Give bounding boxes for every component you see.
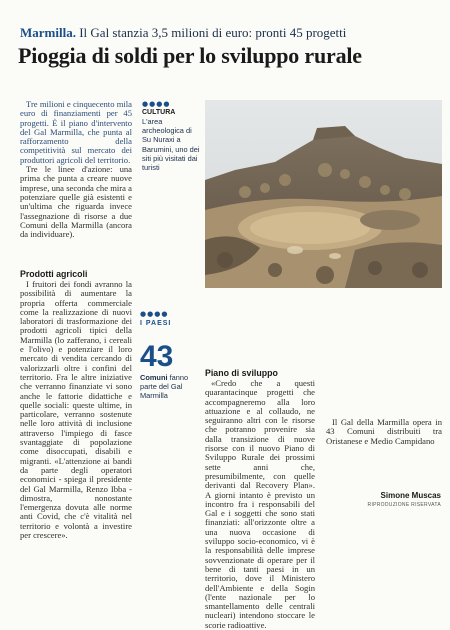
article-paragraph-4-start: «Credo che a questi quarantacinque progetti che accompagneremo alla loro attuazione e al collaudo, ne seguiranno altri con le risorse che potranno provenire sia dalla transizione di nuove risorse con il nuovo Piano di Sviluppo Rurale dei prossimi sette anni che, presumibilmente, con quelle derivanti dal Recovery Plan». A giorni intanto è previsto un incontro fra i responsabili del Gal e i soggetti che sono stati finanziati: all'orizzonte oltre a una nuova occasione di sviluppo socio-economico, vi è la responsabilità delle imprese sovvenzionate di operare per il bene di tanti paesi in un territorio, dove il Ministero dell'Ambiente e della Sogin (l'ente nazionale per lo smantellamento delle centrali nucleari) intendono stoccare le scorie radioattive. [205,378,315,630]
copyright-notice: RIPRODUZIONE RISERVATA [367,502,441,508]
photo-caption [142,100,202,172]
sidebar-dots: ●●●● [140,310,169,318]
sidebar-number: 43 [140,340,174,373]
sidebar-text-bold: Comuni [140,373,168,382]
column-1-bottom [20,269,132,541]
article-paragraph-3: I fruitori dei fondi avranno la possibilità di aumentare la propria offerta commerciale come la realizzazione di nuovi laboratori di trasformazione dei prodotti agricoli tipici della Marmilla (lo zafferano, i cereali e l'olivo) e potenziare il loro mercato di vendita cercando di valorizzarli oltre i confini del territorio. Fra le altre iniziative che verranno finanziate vi sono anche le fattorie didattiche e quelle sociali: queste ultime, in particolare, verranno sostenute nelle loro attività di inclusione attraverso l'impiego di fasce svantaggiate di popolazione come disoccupati, disabili e migranti. «L'attenzione ai bandi da parte degli operatori economici - spiega il presidente del Gal Marmilla, Renzo Ibba - dimostra, nonostante l'emergenza dovuta alle norme anti Covid, che c'è vitalità nel territorio e volontà a investire per crescere». [20,279,132,541]
column-4 [326,298,442,446]
sidebar-box [140,310,200,400]
article-kicker [20,25,440,40]
nuraghe-photo [205,100,442,288]
article-paragraph-2: Tre le linee d'azione: una prima che punta a creare nuove imprese, una seconda che mira a potenziare quelle già esistenti e un'ultima che riguarda invece l'assegnazione di risorse a due Comuni della Marmilla (ancora da individuare). [20,164,132,240]
column-3 [205,298,315,630]
kicker-text: Il Gal stanzia 3,5 milioni di euro: pronti 45 progetti [75,25,347,40]
caption-text: L'area archeologica di Su Nuraxi a Barumini, uno dei siti più visitati dai turisti [142,117,200,173]
article-headline: Pioggia di soldi per lo sviluppo rurale [18,43,362,68]
caption-label: CULTURA [142,109,176,116]
kicker-place: Marmilla. [20,25,76,40]
nuraghe-illustration [205,100,442,288]
column-1 [20,99,132,541]
subhead-piano: Piano di sviluppo [205,368,278,378]
sidebar-text-rest: fanno parte del Gal Marmilla [140,373,189,400]
article-byline: Simone Muscas [380,491,441,500]
article-paragraph-5: Il Gal della Marmilla opera in 43 Comuni distribuiti tra Oristanese e Medio Campidano [326,417,442,446]
subhead-prodotti: Prodotti agricoli [20,269,88,279]
column-1-top [20,100,132,265]
sidebar-label: I PAESI [140,320,172,327]
caption-dots: ●●●● [142,100,171,108]
sidebar-text [140,373,200,400]
article-lede: Tre milioni e cinquecento mila euro di finanziamenti per 45 progetti. È il piano d'intervento del Gal Marmilla, che punta al rafforzamento della competitività sul mercato dei produttori agricoli del territorio. [20,99,132,165]
